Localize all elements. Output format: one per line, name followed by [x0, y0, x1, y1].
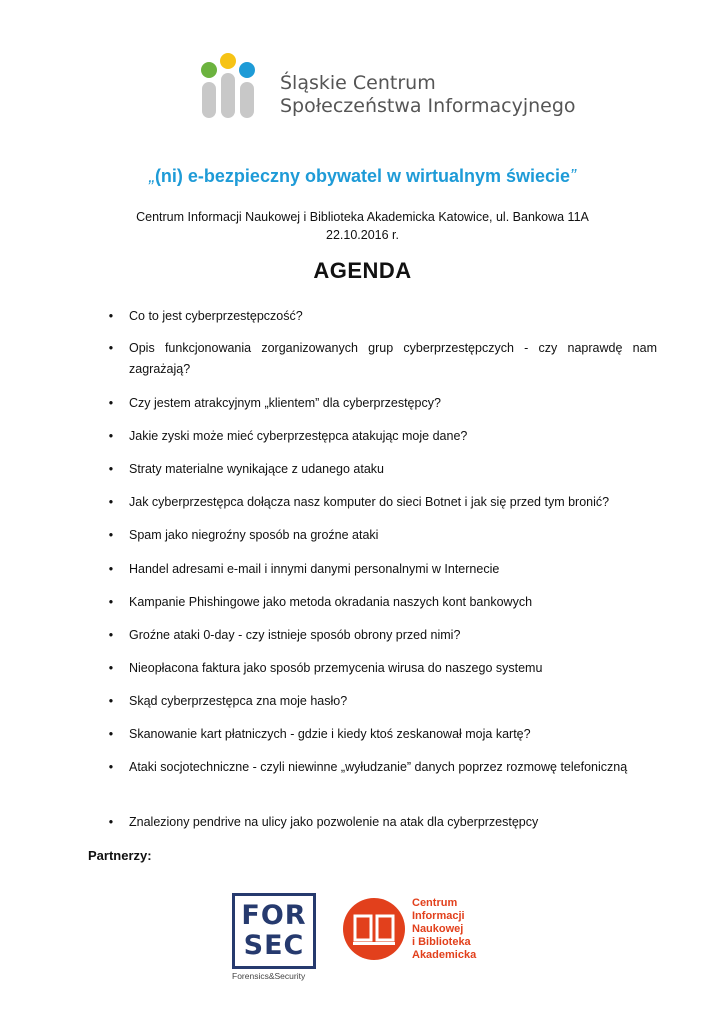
- bullet: •: [108, 595, 114, 609]
- event-title: [0, 166, 725, 187]
- bullet: •: [108, 396, 114, 410]
- bullet: •: [108, 309, 114, 323]
- scsi-logo: [198, 52, 576, 120]
- bullet: •: [108, 528, 114, 542]
- title-open-quote: „: [148, 166, 155, 186]
- ciniba-book-icon: [342, 897, 406, 961]
- agenda-item: • Straty materialne wynikające z udanego ataku: [107, 459, 657, 480]
- scsi-logo-icon: [198, 52, 272, 120]
- event-venue-block: [0, 208, 725, 244]
- agenda-item: • Co to jest cyberprzestępczość?: [107, 306, 657, 327]
- forsec-line1: FOR: [241, 900, 307, 931]
- ciniba-line: Centrum: [412, 897, 458, 909]
- ciniba-line: Akademicka: [412, 949, 477, 961]
- title-text: (ni) e-bezpieczny obywatel w wirtualnym świecie: [154, 166, 571, 186]
- title-close-quote: ”: [570, 166, 577, 186]
- bullet: •: [108, 815, 114, 829]
- forsec-logo-box: [232, 893, 316, 969]
- ciniba-line: i Biblioteka: [412, 936, 471, 948]
- bullet: •: [108, 341, 114, 355]
- agenda-item: • Skąd cyberprzestępca zna moje hasło?: [107, 691, 657, 712]
- agenda-item: • Skanowanie kart płatniczych - gdzie i kiedy ktoś zeskanował moja kartę?: [107, 724, 657, 745]
- ciniba-logo: [342, 897, 476, 962]
- scsi-logo-text: [280, 72, 576, 118]
- agenda-item: • Czy jestem atrakcyjnym „klientem” dla cyberprzestępcy?: [107, 393, 657, 414]
- agenda-item: • Groźne ataki 0-day - czy istnieje sposób obrony przed nimi?: [107, 625, 657, 646]
- ciniba-line: Informacji: [412, 910, 465, 922]
- event-date: 22.10.2016 r.: [326, 228, 399, 242]
- ciniba-line: Naukowej: [412, 923, 464, 935]
- bullet: •: [108, 562, 114, 576]
- bullet: •: [108, 661, 114, 675]
- partners-label: Partnerzy:: [88, 848, 152, 863]
- agenda-item: • Spam jako niegroźny sposób na groźne ataki: [107, 525, 657, 546]
- ciniba-logo-text: [412, 897, 476, 962]
- agenda-item: • Nieopłacona faktura jako sposób przemycenia wirusa do naszego systemu: [107, 658, 657, 679]
- agenda-item: • Handel adresami e-mail i innymi danymi personalnymi w Internecie: [107, 559, 657, 580]
- bullet: •: [108, 628, 114, 642]
- forsec-logo: [232, 893, 318, 981]
- bullet: •: [108, 760, 114, 774]
- bullet: •: [108, 495, 114, 509]
- agenda-item: • Jakie zyski może mieć cyberprzestępca atakując moje dane?: [107, 426, 657, 447]
- forsec-tagline: Forensics&Security: [232, 971, 306, 981]
- agenda-item: • Opis funkcjonowania zorganizowanych grup cyberprzestępczych - czy naprawdę nam zagrażają?: [107, 338, 657, 380]
- forsec-line2: SEC: [243, 930, 305, 961]
- event-venue: Centrum Informacji Naukowej i Biblioteka Akademicka Katowice, ul. Bankowa 11A: [136, 210, 589, 224]
- agenda-heading: AGENDA: [313, 258, 412, 283]
- bullet: •: [108, 694, 114, 708]
- bullet: •: [108, 429, 114, 443]
- org-name-line1: Śląskie Centrum: [280, 72, 436, 94]
- agenda-item: • Kampanie Phishingowe jako metoda okradania naszych kont bankowych: [107, 592, 657, 613]
- bullet: •: [108, 727, 114, 741]
- agenda-item: • Jak cyberprzestępca dołącza nasz komputer do sieci Botnet i jak się przed tym bronić?: [107, 492, 657, 513]
- agenda-item: • Znaleziony pendrive na ulicy jako pozwolenie na atak dla cyberprzestępcy: [107, 812, 657, 833]
- bullet: •: [108, 462, 114, 476]
- agenda-item: • Ataki socjotechniczne - czyli niewinne „wyłudzanie” danych poprzez rozmowę telefoniczną: [107, 757, 657, 778]
- org-name-line2: Społeczeństwa Informacyjnego: [280, 95, 576, 117]
